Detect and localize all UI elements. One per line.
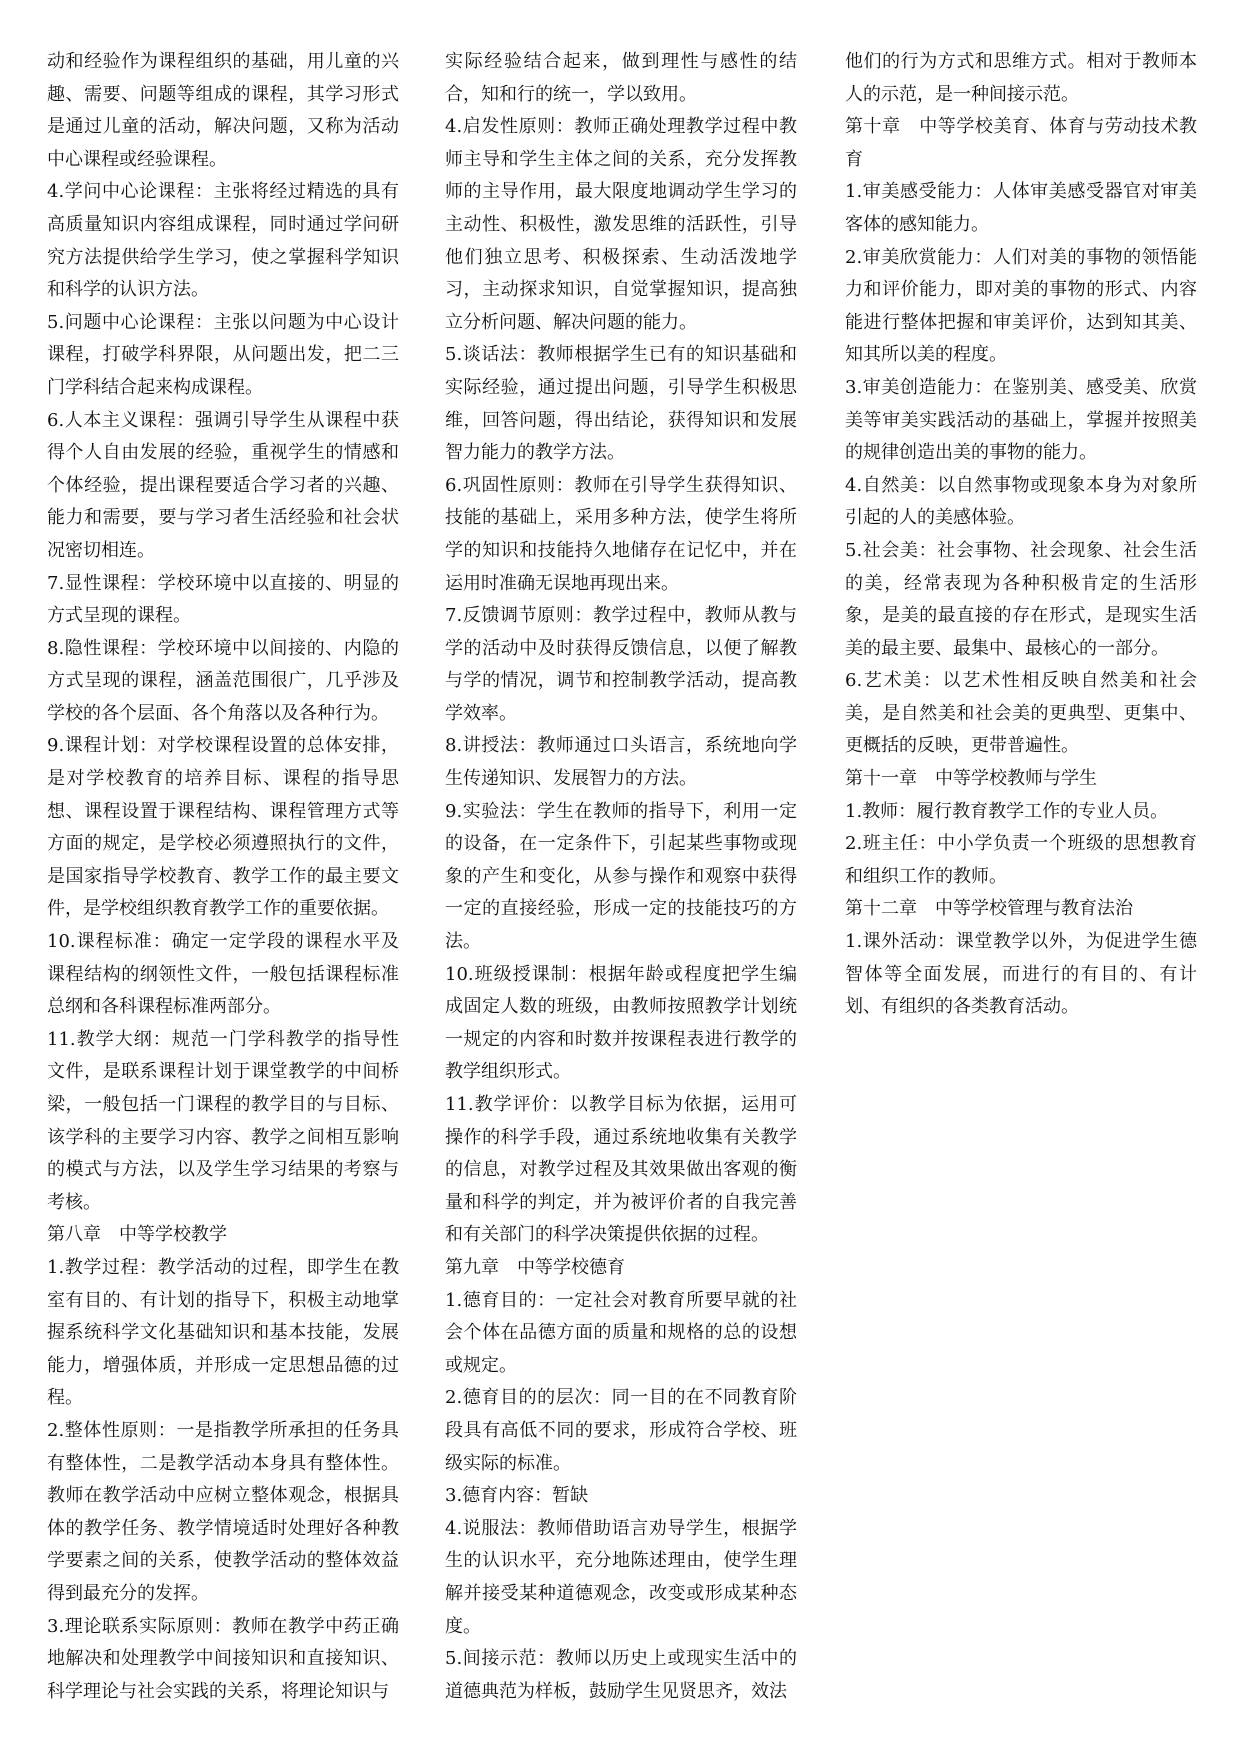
paragraph: 9.课程计划：对学校课程设置的总体安排，是对学校教育的培养目标、课程的指导思想、课程设置于课程结构、课程管理方式等方面的规定，是学校必须遵照执行的文件，是国家指导学校教育、教学工作的最主要文件，是学校组织教育教学工作的重要依据。: [47, 735, 399, 920]
paragraph: 11.教学评价：以教学目标为依据，运用可操作的科学手段，通过系统地收集有关教学的信息，对教学过程及其效果做出客观的衡量和科学的判定，并为被评价者的自我完善和有关部门的科学决策提供依据的过程。: [445, 1094, 797, 1246]
paragraph: 6.巩固性原则：教师在引导学生获得知识、技能的基础上，采用多种方法，使学生将所学的知识和技能持久地储存在记忆中，并在运用时准确无误地再现出来。: [445, 474, 797, 594]
chapter-heading: 第九章 中等学校德育: [445, 1256, 625, 1278]
paragraph: 4.学问中心论课程：主张将经过精选的具有高质量知识内容组成课程，同时通过学问研究方法提供给学生学习，使之掌握科学知识和科学的认识方法。: [47, 181, 399, 301]
paragraph: 11.教学大纲：规范一门学科教学的指导性文件，是联系课程计划于课堂教学的中间桥梁，一般包括一门课程的教学目的与目标、该学科的主要学习内容、教学之间相互影响的模式与方法，以及学生学习结果的考察与考核。: [47, 1028, 399, 1213]
paragraph: 8.隐性课程：学校环境中以间接的、内隐的方式呈现的课程，涵盖范围很广，几乎涉及学校的各个层面、各个角落以及各种行为。: [47, 637, 399, 724]
paragraph: 4.启发性原则：教师正确处理教学过程中教师主导和学生主体之间的关系，充分发挥教师的主导作用，最大限度地调动学生学习的主动性、积极性，激发思维的活跃性，引导他们独立思考、积极探索、生动活泼地学习，主动探求知识，自觉掌握知识，提高独立分析问题、解决问题的能力。: [445, 116, 797, 333]
paragraph: 9.实验法：学生在教师的指导下，利用一定的设备，在一定条件下，引起某些事物或现象的产生和变化，从参与操作和观察中获得一定的直接经验，形成一定的技能技巧的方法。: [445, 800, 797, 953]
paragraph: 5.问题中心论课程：主张以问题为中心设计课程，打破学科界限，从问题出发，把二三门学科结合起来构成课程。: [47, 311, 399, 398]
paragraph: 1.德育目的：一定社会对教育所要早就的社会个体在品德方面的质量和规格的总的设想或规定。: [445, 1289, 797, 1376]
paragraph: 1.审美感受能力：人体审美感受器官对审美客体的感知能力。: [845, 181, 1197, 235]
paragraph: 实际经验结合起来，做到理性与感性的结合，知和行的统一，学以致用。: [445, 51, 797, 105]
paragraph: 动和经验作为课程组织的基础，用儿童的兴趣、需要、问题等组成的课程，其学习形式是通过儿童的活动，解决问题，又称为活动中心课程或经验课程。: [47, 51, 399, 170]
paragraph: 3.审美创造能力：在鉴别美、感受美、欣赏美等审美实践活动的基础上，掌握并按照美的规律创造出美的事物的能力。: [845, 376, 1197, 464]
column-3: [845, 46, 1197, 1024]
paragraph: 6.人本主义课程：强调引导学生从课程中获得个人自由发展的经验，重视学生的情感和个体经验，提出课程要适合学习者的兴趣、能力和需要，要与学习者生活经验和社会状况密切相连。: [47, 409, 399, 561]
paragraph: 他们的行为方式和思维方式。相对于教师本人的示范，是一种间接示范。: [845, 51, 1197, 105]
paragraph: 6.艺术美：以艺术性相反映自然美和社会美，是自然美和社会美的更典型、更集中、更概括的反映，更带普遍性。: [845, 670, 1197, 757]
paragraph: 1.教师：履行教育教学工作的专业人员。: [845, 800, 1169, 822]
paragraph: 1.课外活动：课堂教学以外，为促进学生德智体等全面发展，而进行的有目的、有计划、有组织的各类教育活动。: [845, 931, 1197, 1018]
paragraph: 2.德育目的的层次：同一目的在不同教育阶段具有高低不同的要求，形成符合学校、班级实际的标准。: [445, 1387, 797, 1474]
chapter-heading: 第十二章 中等学校管理与教育法治: [845, 898, 1133, 920]
paragraph: 2.班主任：中小学负责一个班级的思想教育和组织工作的教师。: [845, 833, 1197, 887]
paragraph: 2.审美欣赏能力：人们对美的事物的领悟能力和评价能力，即对美的事物的形式、内容能进行整体把握和审美评价，达到知其美、知其所以美的程度。: [845, 246, 1197, 366]
paragraph: 3.理论联系实际原则：教师在教学中药正确地解决和处理教学中间接知识和直接知识、科学理论与社会实践的关系，将理论知识与: [47, 1615, 399, 1702]
paragraph: 5.间接示范：教师以历史上或现实生活中的道德典范为样板，鼓励学生见贤思齐，效法: [445, 1648, 797, 1702]
column-2: [445, 46, 797, 1708]
paragraph: 7.反馈调节原则：教学过程中，教师从教与学的活动中及时获得反馈信息，以便了解教与学的情况，调节和控制教学活动，提高教学效率。: [445, 605, 797, 724]
paragraph: 5.谈话法：教师根据学生已有的知识基础和实际经验，通过提出问题，引导学生积极思维，回答问题，得出结论，获得知识和发展智力能力的教学方法。: [445, 344, 797, 464]
paragraph: 7.显性课程：学校环境中以直接的、明显的方式呈现的课程。: [47, 572, 399, 627]
paragraph: 1.教学过程：教学活动的过程，即学生在教室有目的、有计划的指导下，积极主动地掌握系统科学文化基础知识和基本技能，发展能力，增强体质，并形成一定思想品德的过程。: [47, 1256, 399, 1409]
chapter-heading: 第十一章 中等学校教师与学生: [845, 768, 1097, 790]
paragraph: 5.社会美：社会事物、社会现象、社会生活的美，经常表现为各种积极肯定的生活形象，是美的最直接的存在形式，是现实生活美的最主要、最集中、最核心的一部分。: [845, 539, 1197, 659]
chapter-heading: 第十章 中等学校美育、体育与劳动技术教育: [845, 116, 1197, 170]
paragraph: 4.自然美：以自然事物或现象本身为对象所引起的人的美感体验。: [845, 474, 1197, 529]
paragraph: 3.德育内容：暂缺: [445, 1485, 589, 1507]
paragraph: 8.讲授法：教师通过口头语言，系统地向学生传递知识、发展智力的方法。: [445, 735, 797, 790]
paragraph: 10.课程标准：确定一定学段的课程水平及课程结构的纲领性文件，一般包括课程标准总纲和各科课程标准两部分。: [47, 931, 399, 1018]
paragraph: 10.班级授课制：根据年龄或程度把学生编成固定人数的班级，由教师按照教学计划统一规定的内容和时数并按课程表进行教学的教学组织形式。: [445, 963, 797, 1083]
column-1: [47, 46, 399, 1708]
paragraph: 2.整体性原则：一是指教学所承担的任务具有整体性，二是教学活动本身具有整体性。教师在教学活动中应树立整体观念，根据具体的教学任务、教学情境适时处理好各种教学要素之间的关系，使教学活动的整体效益得到最充分的发挥。: [47, 1419, 399, 1604]
paragraph: 4.说服法：教师借助语言劝导学生，根据学生的认识水平，充分地陈述理由，使学生理解并接受某种道德观念，改变或形成某种态度。: [445, 1517, 797, 1637]
chapter-heading: 第八章 中等学校教学: [47, 1224, 227, 1246]
